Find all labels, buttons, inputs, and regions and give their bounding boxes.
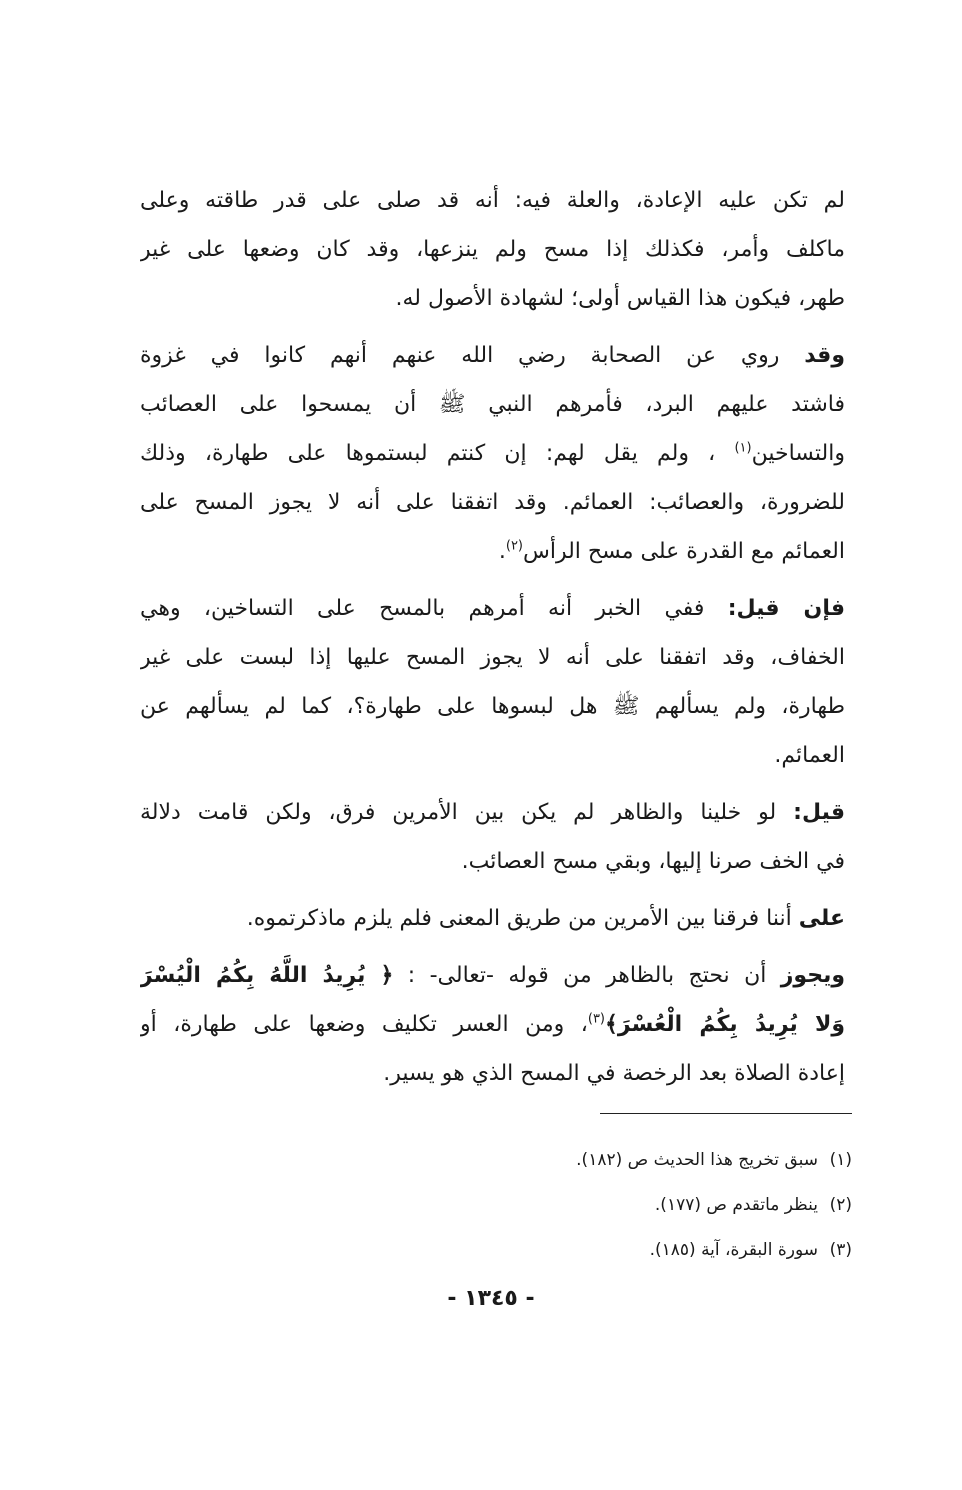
paragraph-3: [140, 584, 845, 780]
footnote-marker: (١): [734, 440, 752, 456]
text-line: ماكلف وأمر، فكذلك إذا مسح ولم ينزعها، وقد كان وضعها على غير: [140, 237, 845, 262]
footnote-marker: (٢): [505, 538, 523, 554]
footnote-text: سورة البقرة، آية (١٨٥).: [649, 1240, 818, 1260]
text-line: فإن قيل: ففي الخبر أنه أمرهم بالمسح على التساخين، وهي: [140, 596, 845, 621]
text-line: العمائم مع القدرة على مسح الرأس$^{(٢)}$.: [498, 538, 845, 564]
footnote-number: (٣): [829, 1240, 852, 1260]
footnote-divider: [600, 1113, 852, 1114]
text-line: فاشتد عليهم البرد، فأمرهم النبي ﷺ أن يمسحوا على العصائب: [140, 392, 845, 417]
text-line: طهر، فيكون هذا القياس أولى؛ لشهادة الأصول له.: [395, 286, 845, 311]
text-line: إعادة الصلاة بعد الرخصة في المسح الذي هو يسير.: [383, 1061, 845, 1086]
text-line: وَلا يُرِيدُ بِكُمُ الْعُسْرَ﴾$^{(٣)}$، ومن العسر تكليف وضعها على طهارة، أو: [140, 1011, 845, 1037]
paragraph-2: [140, 331, 845, 576]
paragraph-lead-word: ويجوز: [780, 963, 845, 988]
paragraph-lead-word: قيل:: [793, 800, 845, 825]
text-line: على أننا فرقنا بين الأمرين من طريق المعنى فلم يلزم ماذكرتموه.: [246, 906, 845, 931]
text-line: الخفاف، وقد اتفقنا على أنه لا يجوز المسح عليها إذا لبست على غير: [140, 645, 845, 670]
paragraph-1: [140, 176, 845, 323]
page-number: - ١٣٤٥ -: [447, 1286, 535, 1311]
paragraph-4: [140, 788, 845, 886]
quran-verse: ﴿ يُرِيدُ اللَّهُ بِكُمُ الْيُسْرَ: [140, 963, 394, 988]
text-line: ويجوز أن نحتج بالظاهر من قوله -تعالى- : ﴿ يُرِيدُ اللَّهُ بِكُمُ الْيُسْرَ: [140, 963, 845, 988]
footnote-number: (٢): [829, 1195, 852, 1215]
text-line: والتساخين$^{(١)}$ ، ولم يقل لهم: إن كنتم لبستموها على طهارة، وذلك: [140, 440, 845, 466]
paragraph-lead-word: على: [798, 906, 845, 931]
footnote-number: (١): [829, 1150, 852, 1170]
paragraph-lead-word: وقد: [804, 343, 845, 368]
text-line: في الخف صرنا إليها، وبقي مسح العصائب.: [461, 849, 845, 874]
paragraph-6: [140, 951, 845, 1098]
text-line: لم تكن عليه الإعادة، والعلة فيه: أنه قد صلى على قدر طاقته وعلى: [140, 188, 845, 213]
text-line: للضرورة، والعصائب: العمائم. وقد اتفقنا على أنه لا يجوز المسح على: [140, 490, 845, 515]
footnote-text: سبق تخريج هذا الحديث ص (١٨٢).: [576, 1150, 818, 1170]
text-line: طهارة، ولم يسألهم ﷺ هل لبسوها على طهارة؟، كما لم يسألهم عن: [140, 694, 845, 719]
quran-verse: وَلا يُرِيدُ بِكُمُ الْعُسْرَ﴾: [605, 1012, 845, 1037]
main-text-body: [140, 176, 845, 1106]
footnote-marker: (٣): [587, 1011, 605, 1027]
paragraph-5: [140, 894, 845, 943]
footnote-item: [300, 1150, 852, 1170]
footnote-item: [300, 1195, 852, 1215]
text-line: وقد روي عن الصحابة رضي الله عنهم أنهم كانوا في غزوة: [140, 343, 845, 368]
footnotes: [300, 1150, 852, 1285]
text-line: قيل: لو خلينا والظاهر لم يكن بين الأمرين فرق، ولكن قامت دلالة: [140, 800, 845, 825]
text-line: العمائم.: [774, 743, 845, 768]
footnote-text: ينظر ماتقدم ص (١٧٧).: [654, 1195, 818, 1215]
footnote-item: [300, 1240, 852, 1260]
paragraph-lead-word: فإن قيل:: [727, 596, 845, 621]
